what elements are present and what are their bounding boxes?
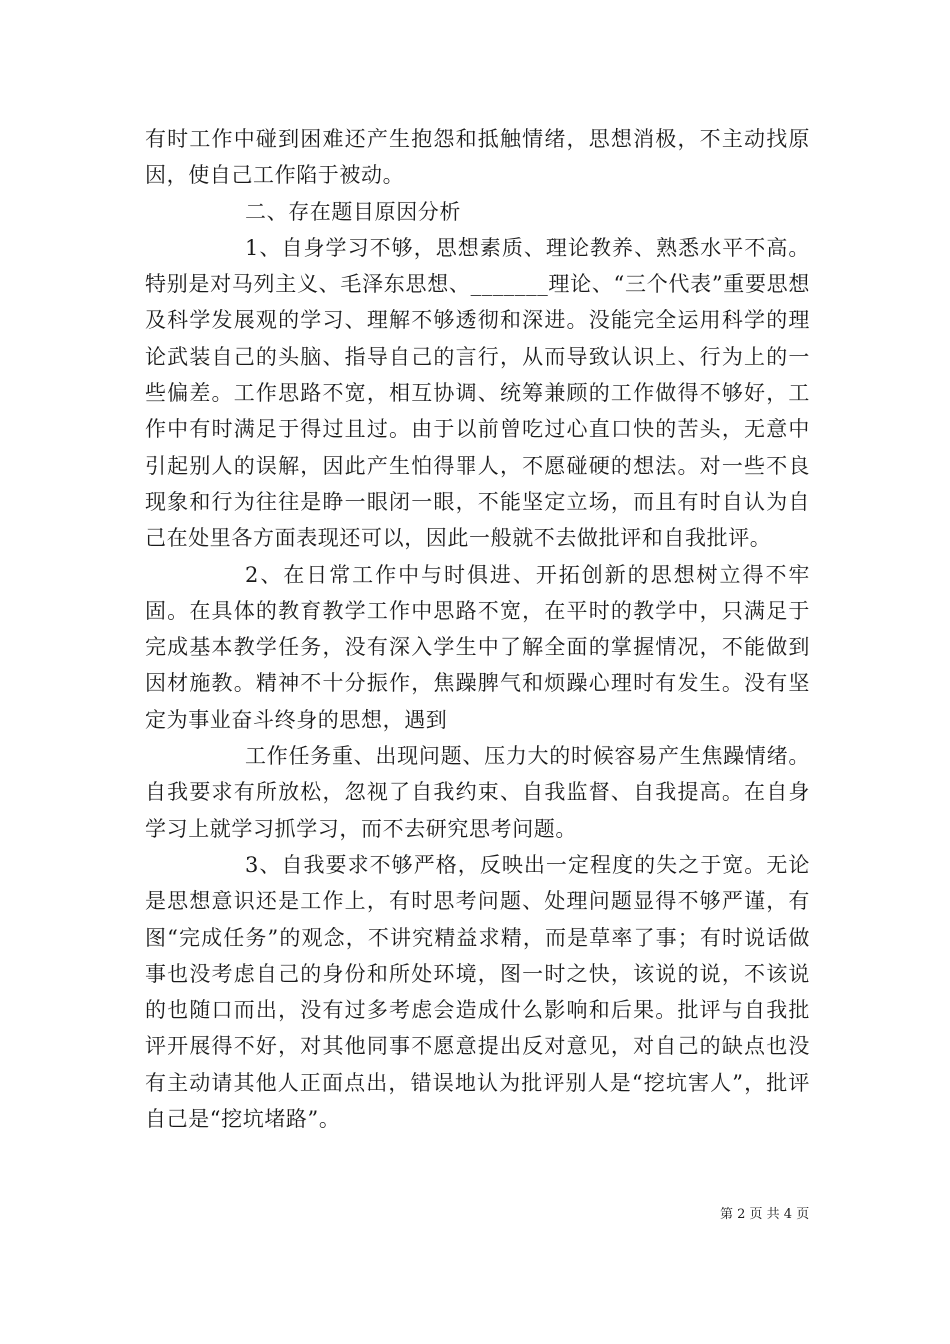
section-heading: 二、存在题目原因分析	[245, 199, 461, 224]
document-body	[145, 121, 810, 1137]
paragraph-point-2-continued: 工作任务重、出现问题、压力大的时候容易产生焦躁情绪。自我要求有所放松，忽视了自我约束、自我监督、自我提高。在自身学习上就学习抓学习，而不去研究思考问题。	[145, 744, 810, 841]
paragraph-continuation: 有时工作中碰到困难还产生抱怨和抵触情绪，思想消极，不主动找原因，使自己工作陷于被动。	[145, 127, 810, 188]
page-number-footer: 第 2 页 共 4 页	[720, 1207, 810, 1222]
paragraph-point-2: 2、在日常工作中与时俱进、开拓创新的思想树立得不牢固。在具体的教育教学工作中思路不宽，在平时的教学中，只满足于完成基本教学任务，没有深入学生中了解全面的掌握情况，不能做到因材施教。精神不十分振作，焦躁脾气和烦躁心理时有发生。没有坚定为事业奋斗终身的思想，遇到	[145, 562, 810, 732]
paragraph-point-1: 1、自身学习不够，思想素质、理论教养、熟悉水平不高。特别是对马列主义、毛泽东思想、_______理论、“三个代表”重要思想及科学发展观的学习、理解不够透彻和深进。没能完全运用科学的理论武装自己的头脑、指导自己的言行，从而导致认识上、行为上的一些偏差。工作思路不宽，相互协调、统筹兼顾的工作做得不够好，工作中有时满足于得过且过。由于以前曾吃过心直口快的苦头，无意中引起别人的误解，因此产生怕得罪人，不愿碰硬的想法。对一些不良现象和行为往往是睁一眼闭一眼，不能坚定立场，而且有时自认为自己在处里各方面表现还可以，因此一般就不去做批评和自我批评。	[145, 235, 810, 551]
paragraph-point-3: 3、自我要求不够严格，反映出一定程度的失之于宽。无论是思想意识还是工作上，有时思考问题、处理问题显得不够严谨，有图“完成任务”的观念，不讲究精益求精，而是草率了事；有时说话做事也没考虑自己的身份和所处环境，图一时之快，该说的说，不该说的也随口而出，没有过多考虑会造成什么影响和后果。批评与自我批评开展得不好，对其他同事不愿意提出反对意见，对自己的缺点也没有主动请其他人正面点出，错误地认为批评别人是“挖坑害人”，批评自己是“挖坑堵路”。	[145, 852, 810, 1132]
